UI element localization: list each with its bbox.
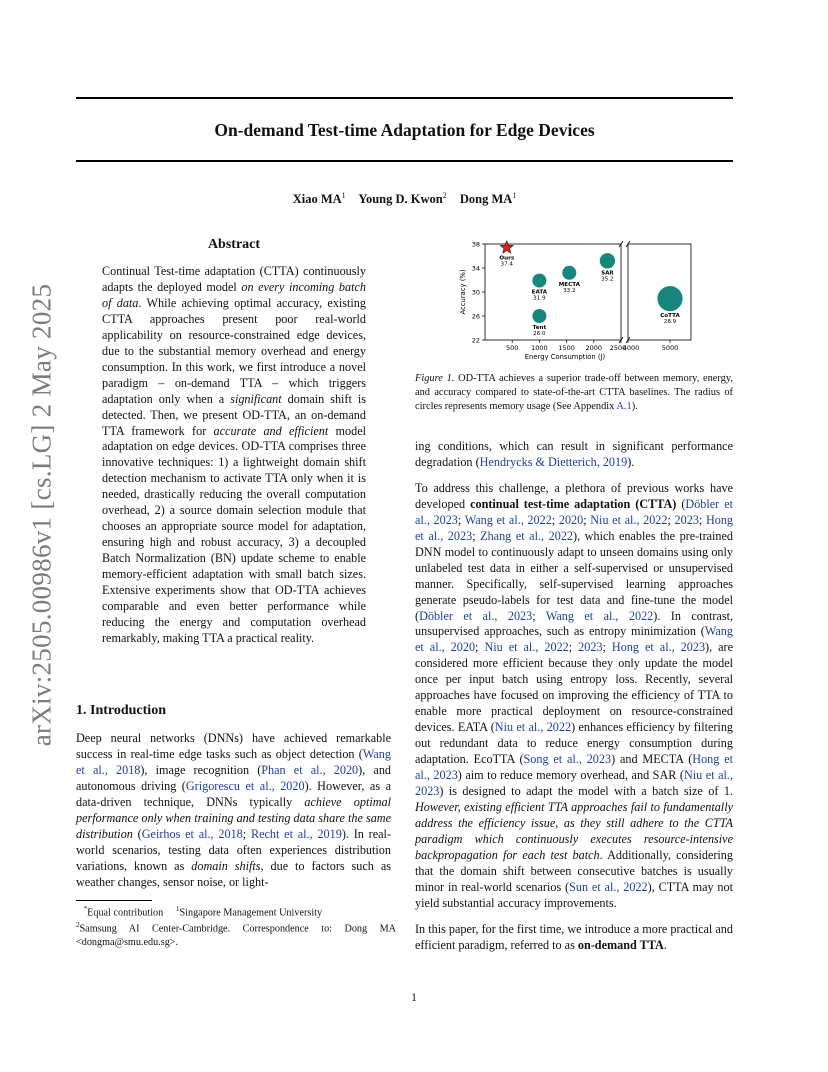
text-run: ). In real-world scenarios, testing data often experiences distribution variations, known as (76, 826, 391, 873)
y-tick-label: 34 (471, 264, 480, 273)
emphasis-text: on every incoming batch of data (102, 279, 366, 310)
abstract-heading: Abstract (207, 237, 261, 252)
page-number: 1 (411, 990, 417, 1004)
citation-link[interactable]: Grigorescu et al., 2020 (185, 778, 305, 793)
text-run: ), image recognition ( (140, 762, 262, 777)
paragraph (415, 481, 733, 912)
emphasis-text: However, existing efficient TTA approaches fail to fundamentally address the efficiency issue, as they still adhere to the CTTA paradigm which continuously executes resource-intensive backpropagation for each test batch (415, 799, 733, 862)
text-run: Deep neural networks (DNNs) have achieved remarkable success in real-time edge tasks such as object detection ( (76, 731, 391, 761)
citation-link[interactable]: Sun et al., 2022 (569, 879, 648, 894)
text-run: ( (132, 826, 142, 841)
text-run: ), which enables the pre-trained DNN model to continuously adapt to unseen domains using only unlabeled test data in either a self-supervised or unsupervised manner. Specifically, self-supervised learning approaches generate pseudo-labels for test data and fine-tune the model ( (415, 528, 734, 623)
x-tick-label: 1000 (531, 344, 548, 352)
paper-title: On-demand Test-time Adaptation for Edge Devices (214, 120, 595, 140)
text-run: ( (676, 496, 686, 511)
citation-link[interactable]: Song et al., 2023 (523, 752, 612, 767)
text-run: ), CTTA may not yield substantial accuracy improvements. (415, 879, 733, 910)
text-run: ; (457, 512, 465, 527)
introduction-heading: 1. Introduction (76, 703, 166, 718)
data-point-circle (600, 253, 615, 268)
text-run: ; (472, 528, 481, 543)
citation-link[interactable]: Döbler et al., 2023 (415, 496, 733, 527)
text-run: ing conditions, which can result in significant performance degradation ( (415, 439, 733, 469)
author-affiliation: 2 (442, 191, 447, 200)
citation-link[interactable]: Hong et al., 2023 (415, 752, 733, 783)
figure-label: Figure 1. (415, 373, 455, 384)
footnote-line: *Equal contribution $^1$Singapore Management University (83, 905, 323, 919)
data-point-name: CoTTA (660, 313, 680, 320)
author-affiliation: 1 (341, 191, 346, 200)
text-run: To address this challenge, a plethora of previous works have developed (415, 480, 733, 511)
text-run: ), are considered more efficient because they only update the model once per input batch using entropy loss. Recently, several approaches have focused on improving the efficiency of TTA to enable more practical deployment on resource-constrained devices. EATA ( (415, 640, 734, 735)
citation-link[interactable]: Recht et al., 2019 (250, 826, 342, 841)
text-run: ; (602, 640, 612, 655)
text-run: ), and autonomous driving ( (76, 762, 392, 793)
x-tick-label: 5000 (661, 344, 679, 352)
bold-text: continual test-time adaptation (CTTA) (470, 496, 677, 511)
bold-text: on-demand TTA (577, 937, 664, 952)
data-point-name: MECTA (558, 281, 580, 288)
text-run: ; (698, 512, 706, 527)
citation-link[interactable]: Niu et al., 2023 (415, 768, 734, 799)
citation-link[interactable]: Geirhos et al., 2018 (141, 826, 243, 841)
emphasis-text: domain shifts (191, 858, 261, 873)
text-run: . Additionally, considering that the domain shift between consecutive batches is usually minor in real-world scenarios ( (415, 847, 733, 894)
citation-link[interactable]: Hendrycks & Dietterich, 2019 (479, 454, 628, 469)
author-name: Young D. Kwon (358, 192, 443, 207)
data-point-value: 33.2 (563, 287, 576, 294)
data-point-value: 37.4 (500, 261, 513, 268)
emphasis-text: achieve optimal performance only when training and testing data share the same distribution (76, 794, 391, 841)
emphasis-text: accurate and efficient (213, 423, 329, 438)
text-run: ; (532, 608, 546, 623)
text-run: ; (568, 640, 579, 655)
data-point-value: 31.9 (533, 295, 546, 302)
text-run: ). (627, 454, 635, 469)
data-point-circle (562, 266, 576, 280)
title-rule-bottom (76, 160, 733, 162)
paragraph (102, 264, 366, 647)
emphasis-text: significant (230, 391, 282, 406)
x-tick-label: 4000 (622, 344, 640, 352)
data-point-name: SAR (601, 270, 614, 277)
text-run: ; (551, 512, 559, 527)
abstract-body (102, 264, 366, 647)
citation-link[interactable]: Wang et al., 2020 (415, 624, 733, 655)
x-axis-label: Energy Consumption (J) (524, 353, 606, 361)
text-run: ; (583, 512, 591, 527)
footnote-line: $^2$Samsung AI Center-Cambridge. Correspondence to: Dong MA <dongma@smu.edu.sg>. (76, 921, 396, 948)
data-point-name: Ours (499, 255, 515, 262)
data-point-value: 26.0 (533, 331, 546, 337)
data-point-circle (532, 274, 546, 288)
data-point-value: 35.2 (601, 276, 614, 283)
citation-link[interactable]: Döbler et al., 2023 (419, 608, 533, 623)
y-tick-label: 22 (471, 336, 480, 345)
citation-link[interactable]: Phan et al., 2020 (261, 762, 359, 777)
data-point-name: Tent (532, 325, 547, 331)
x-tick-label: 2000 (585, 344, 603, 352)
data-point-name: EATA (531, 289, 548, 296)
citation-link[interactable]: Hong et al., 2023 (415, 512, 734, 543)
text-run: . While achieving optimal accuracy, existing CTTA approaches present poor real-world applicability on resource-constrained edge devices, due to the substantial memory overhead and energy consumption. In this work, we first introduce a novel paradigm – on-demand TTA – which triggers adaptation only when a (102, 295, 366, 406)
citation-link[interactable]: Niu et al., 2022 (590, 512, 668, 527)
introduction-body (76, 731, 391, 891)
footnote-rule (76, 900, 152, 901)
text-run: ). However, as a data-driven technique, DNNs typically (76, 778, 391, 809)
citation-link[interactable]: Wang et al., 2022 (545, 608, 654, 623)
y-tick-label: 38 (471, 240, 480, 249)
data-point-circle (657, 286, 682, 311)
right-column-text (415, 439, 733, 964)
y-axis-label: Accuracy (%) (459, 269, 467, 315)
author-name: Dong MA (459, 192, 513, 207)
citation-link[interactable]: 2023 (674, 512, 699, 527)
citation-link[interactable]: Hong et al., 2023 (611, 640, 706, 655)
paragraph (415, 922, 733, 954)
data-point-star (500, 241, 513, 254)
text-run: . (663, 937, 667, 952)
author-list (76, 191, 733, 207)
text-run: In this paper, for the first time, we introduce a more practical and efficient paradigm, referred to as (415, 921, 733, 952)
data-point-circle (532, 309, 546, 323)
text-run: ; (242, 826, 251, 841)
text-run: ; (667, 512, 675, 527)
appendix-link[interactable]: A.1 (616, 401, 632, 412)
text-run: ) is designed to adapt the model with a batch size of 1. (439, 784, 733, 799)
text-run: model adaptation on edge devices. OD-TTA comprises three innovative techniques: 1) a lightweight domain shift detection mechanism to activate TTA only when it is needed, drastically reducing the overall computation overhead, 2) a source domain selection module that chooses an appropriate source model for adaptation, ensuring high and robust accuracy, 3) a decoupled Batch Normalization (BN) update scheme to enable memory-efficient adaptation with small batch sizes. Extensive experiments show that OD-TTA achieves comparable and even better performance while reducing the energy and computation overhead remarkably, making TTA a practical reality. (102, 423, 366, 645)
x-tick-label: 2500 (609, 344, 627, 352)
citation-link[interactable]: Niu et al., 2022 (484, 640, 569, 655)
text-run: ) enhances efficiency by filtering out redundant data to reduce energy consumption during adaptation. EcoTTA ( (415, 720, 734, 767)
arxiv-stamp: arXiv:2505.00986v1 [cs.LG] 2 May 2025 (26, 283, 57, 747)
author-affiliation: 1 (512, 191, 517, 200)
citation-link[interactable]: Zhang et al., 2022 (480, 528, 574, 543)
citation-link[interactable]: Niu et al., 2022 (494, 720, 572, 735)
data-point-value: 28.9 (663, 319, 677, 326)
author-name: Xiao MA (292, 192, 342, 207)
text-run: Continual Test-time adaptation (CTTA) continuously adapts the deployed model (102, 264, 366, 294)
footnote (76, 903, 396, 949)
y-tick-label: 30 (471, 288, 480, 297)
figure-caption: Figure 1. OD-TTA achieves a superior trade-off between memory, energy, and accuracy compared to state-of-the-art CTTA baselines. The radius of circles represents memory usage (See Appendix A.1). (415, 373, 733, 412)
text-run: ) aim to reduce memory overhead, and SAR ( (457, 768, 684, 783)
paragraph (415, 439, 733, 471)
figure-1-chart (445, 238, 705, 362)
x-tick-label: 500 (505, 344, 519, 352)
citation-link[interactable]: 2020 (558, 512, 584, 527)
x-tick-label: 1500 (558, 344, 575, 352)
text-run: ) and MECTA ( (611, 752, 693, 767)
citation-link[interactable]: 2023 (578, 640, 603, 655)
paragraph (76, 731, 391, 891)
text-run: domain shift is detected. Then, we present OD-TTA, an on-demand TTA framework for (102, 391, 366, 438)
citation-link[interactable]: Wang et al., 2022 (464, 512, 552, 527)
text-run: , due to factors such as weather changes, sensor noise, or light- (76, 858, 391, 889)
y-tick-label: 26 (471, 312, 480, 321)
citation-link[interactable]: Wang et al., 2018 (76, 746, 391, 777)
text-run: ). In contrast, unsupervised approaches, such as entropy minimization ( (415, 608, 734, 639)
title-rule-top (76, 97, 733, 99)
text-run: ; (475, 640, 485, 655)
scatter-chart (445, 238, 705, 362)
